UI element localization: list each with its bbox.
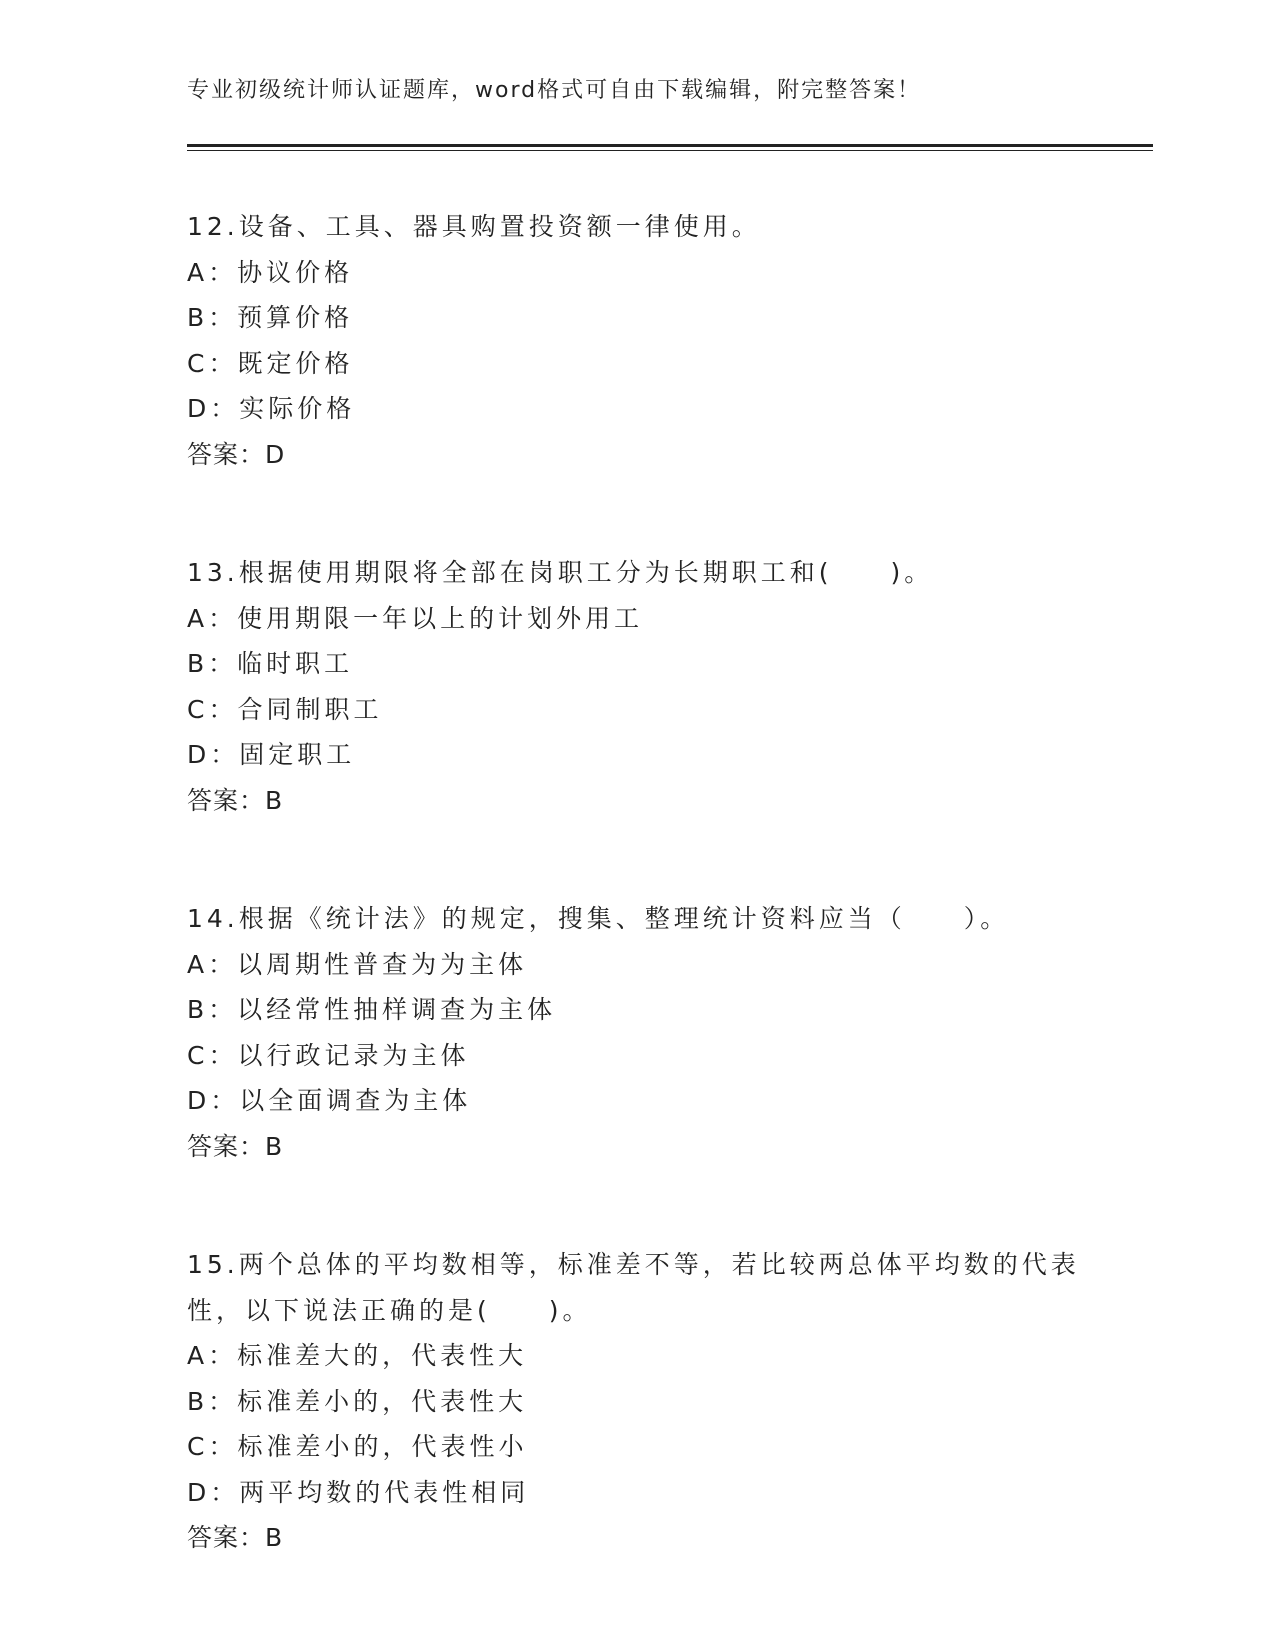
header-rule-thick: [187, 144, 1153, 147]
question-12: [187, 204, 1087, 477]
option-b: B：预算价格: [187, 303, 354, 332]
option-c: C：既定价格: [187, 348, 354, 378]
answer: 答案：B: [187, 1523, 284, 1552]
question-stem: 13.根据使用期限将全部在岗职工分为长期职工和( )。: [187, 558, 934, 587]
option-d: D：固定职工: [187, 740, 356, 769]
question-list: [187, 204, 1087, 1634]
option-a: A：协议价格: [187, 257, 354, 287]
question-15: [187, 1242, 1087, 1561]
answer: 答案：D: [187, 439, 286, 469]
answer: 答案：B: [187, 785, 284, 815]
question-stem: 12.设备、工具、器具购置投资额一律使用。: [187, 212, 761, 241]
option-c: C：标准差小的，代表性小: [187, 1432, 528, 1461]
option-b: B：标准差小的，代表性大: [187, 1386, 528, 1416]
question-stem: 14.根据《统计法》的规定，搜集、整理统计资料应当（ ）。: [187, 904, 1010, 933]
option-a: A：使用期限一年以上的计划外用工: [187, 603, 644, 633]
option-a: A：标准差大的，代表性大: [187, 1341, 528, 1370]
question-13: [187, 550, 1087, 823]
option-b: B：以经常性抽样调查为主体: [187, 995, 557, 1024]
option-d: D：实际价格: [187, 394, 356, 423]
option-b: B：临时职工: [187, 649, 354, 678]
question-stem: 15.两个总体的平均数相等，标准差不等，若比较两总体平均数的代表性，以下说法正确的是( )。: [187, 1250, 1080, 1325]
option-c: C：合同制职工: [187, 694, 383, 724]
document-header: 专业初级统计师认证题库，word格式可自由下载编辑，附完整答案！: [187, 78, 922, 103]
option-d: D：以全面调查为主体: [187, 1086, 472, 1115]
answer: 答案：B: [187, 1131, 284, 1161]
option-d: D：两平均数的代表性相同: [187, 1477, 530, 1507]
question-14: [187, 896, 1087, 1169]
option-a: A：以周期性普查为为主体: [187, 949, 528, 979]
option-c: C：以行政记录为主体: [187, 1040, 470, 1070]
header-rule-thin: [187, 150, 1153, 151]
